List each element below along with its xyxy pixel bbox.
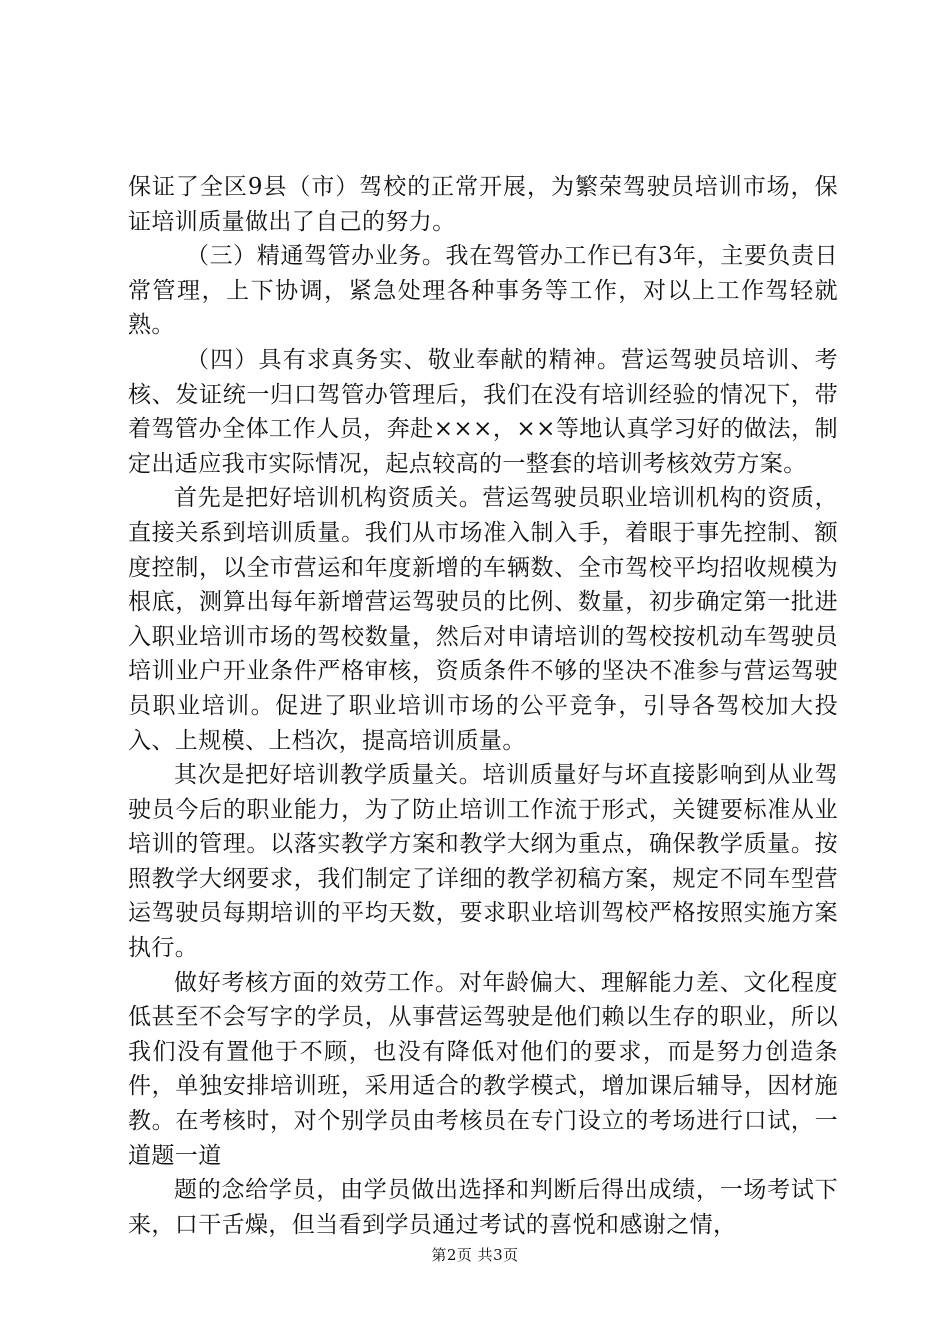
paragraph-section-three: （三）精通驾管办业务。我在驾管办工作已有3年，主要负责日常管理，上下协调，紧急处理各种事务等工作，对以上工作驾轻就熟。 xyxy=(128,243,838,339)
paragraph-continuation: 保证了全区9县（市）驾校的正常开展，为繁荣驾驶员培训市场，保证培训质量做出了自己的努力。 xyxy=(128,174,838,235)
paragraph-exam-continued: 题的念给学员，由学员做出选择和判断后得出成绩，一场考试下来，口干舌燥，但当看到学员通过考试的喜悦和感谢之情， xyxy=(128,1177,838,1238)
page-number-footer: 第2页 共3页 xyxy=(431,1246,519,1264)
paragraph-teaching-quality: 其次是把好培训教学质量关。培训质量好与坏直接影响到从业驾驶员今后的职业能力，为了防止培训工作流于形式，关键要标准从业培训的管理。以落实教学方案和教学大纲为重点，确保教学质量。按照教学大纲要求，我们制定了详细的教学初稿方案，规定不同车型营运驾驶员每期培训的平均天数，要求职业培训驾校严格按照实施方案执行。 xyxy=(128,762,838,962)
document-body xyxy=(128,170,838,1242)
paragraph-section-four: （四）具有求真务实、敬业奉献的精神。营运驾驶员培训、考核、发证统一归口驾管办管理后，我们在没有培训经验的情况下，带着驾管办全体工作人员，奔赴×××，××等地认真学习好的做法，制定出适应我市实际情况，起点较高的一整套的培训考核效劳方案。 xyxy=(128,346,838,477)
paragraph-exam-service: 做好考核方面的效劳工作。对年龄偏大、理解能力差、文化程度低甚至不会写字的学员，从事营运驾驶是他们赖以生存的职业，所以我们没有置他于不顾，也没有降低对他们的要求，而是努力创造条件，单独安排培训班，采用适合的教学模式，增加课后辅导，因材施教。在考核时，对个别学员由考核员在专门设立的考场进行口试，一道题一道 xyxy=(128,969,838,1169)
paragraph-qualification: 首先是把好培训机构资质关。营运驾驶员职业培训机构的资质，直接关系到培训质量。我们从市场准入制入手，着眼于事先控制、额度控制，以全市营运和年度新增的车辆数、全市驾校平均招收规模为根底，测算出每年新增营运驾驶员的比例、数量，初步确定第一批进入职业培训市场的驾校数量，然后对申请培训的驾校按机动车驾驶员培训业户开业条件严格审核，资质条件不够的坚决不准参与营运驾驶员职业培训。促进了职业培训市场的公平竞争，引导各驾校加大投入、上规模、上档次，提高培训质量。 xyxy=(128,485,838,754)
